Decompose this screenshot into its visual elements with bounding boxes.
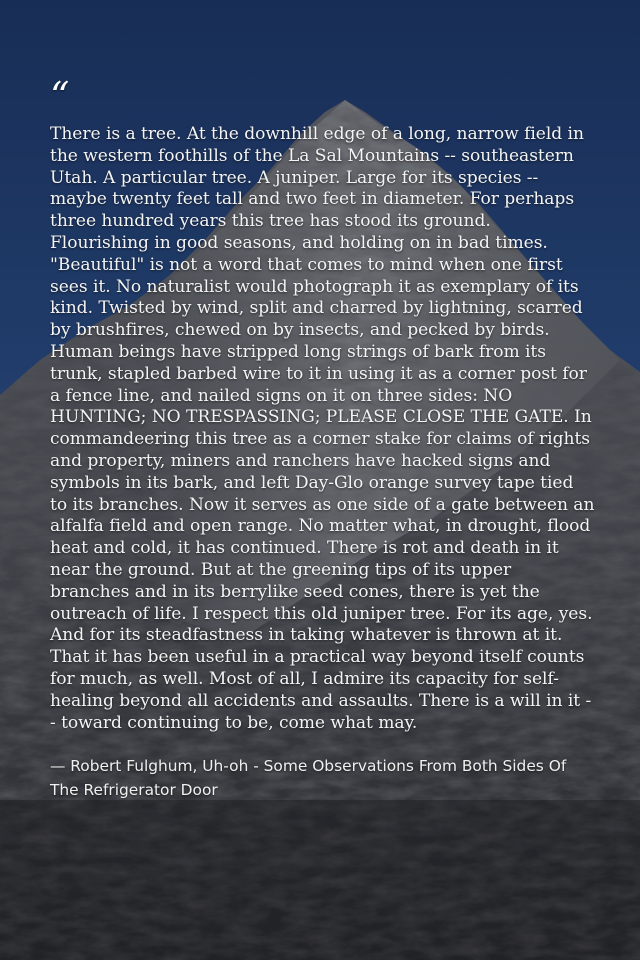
quote-card xyxy=(50,74,595,802)
quote-mark-icon: “ xyxy=(50,74,68,118)
quote-attribution: — Robert Fulghum, Uh-oh - Some Observations From Both Sides Of The Refrigerator Door xyxy=(50,757,567,800)
quote-text: There is a tree. At the downhill edge of a long, narrow field in the western foothills of the La Sal Mountains -- southeastern Utah. A particular tree. A juniper. Large for its species -- maybe twenty feet tall and two feet in diameter. For perhaps three hundred years this tree has stood its ground. Flourishing in good seasons, and holding on in bad times. "Beautiful" is not a word that comes to mind when one first sees it. No naturalist would photograph it as exemplary of its kind. Twisted by wind, split and charred by lightning, scarred by brushfires, chewed on by insects, and pecked by birds. Human beings have stripped long strings of bark from its trunk, stapled barbed wire to it in using it as a corner post for a fence line, and nailed signs on it on three sides: NO HUNTING; NO TRESPASSING; PLEASE CLOSE THE GATE. In commandeering this tree as a corner stake for claims of rights and property, miners and ranchers have hacked signs and symbols in its bark, and left Day-Glo orange survey tape tied to its branches. Now it serves as one side of a gate between an alfalfa field and open range. No matter what, in drought, flood heat and cold, it has continued. There is rot and death in it near the ground. But at the greening tips of its upper branches and in its berrylike seed cones, there is yet the outreach of life. I respect this old juniper tree. For its age, yes. And for its steadfastness in taking whatever is thrown at it. That it has been useful in a practical way beyond itself counts for much, as well. Most of all, I admire its capacity for self-healing beyond all accidents and assaults. There is a will in it -- toward continuing to be, come what may. xyxy=(50,124,595,733)
